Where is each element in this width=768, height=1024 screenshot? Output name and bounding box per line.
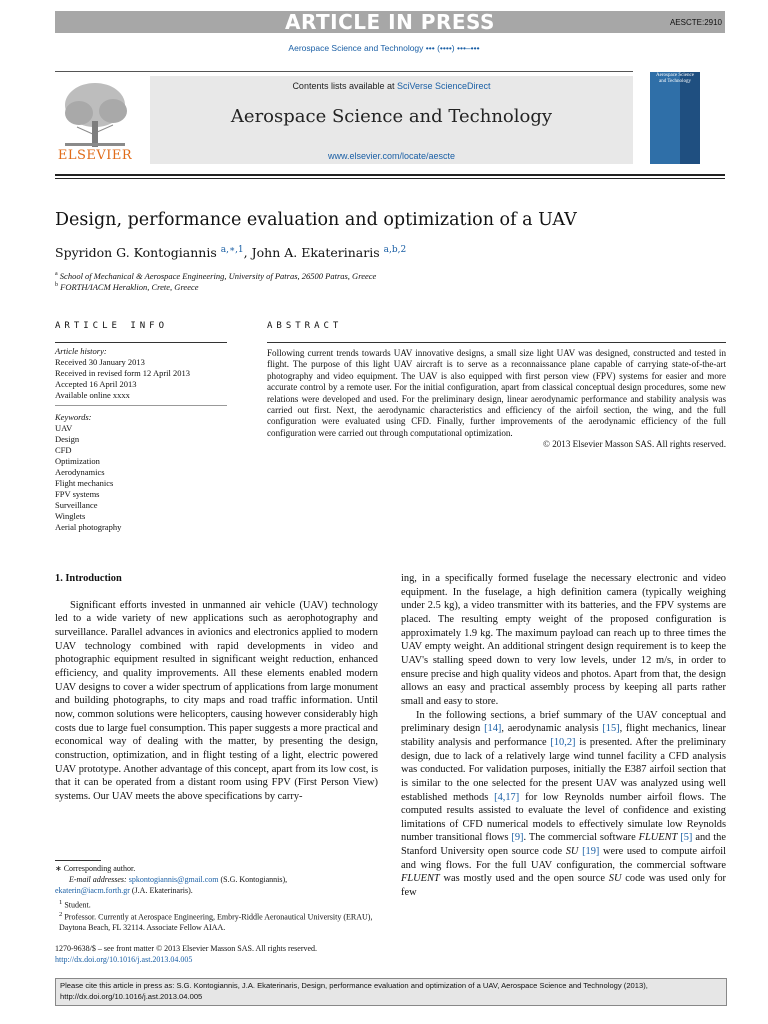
article-title: Design, performance evaluation and optimization of a UAV	[55, 210, 577, 230]
footnote-emails	[55, 875, 375, 886]
affiliation	[55, 271, 376, 281]
body-right-column	[401, 572, 726, 900]
paragraph-text: , aerodynamic analysis	[501, 723, 603, 735]
paragraph-text: were used to compute airfoil and wing flows. For the full UAV configuration, the commercial software	[401, 846, 726, 871]
author-name: John A. Ekaterinaris	[251, 245, 380, 261]
history-label: Article history:	[55, 346, 107, 356]
journal-cover-title: Aerospace Science and Technology	[656, 73, 694, 84]
intro-paragraph-continued: ing, in a specifically formed fuselage the necessary electronic and video equipment. In the fuselage, a high definition camera (typically weighing under 2.5 kg), a video transmitter with its batteries, and the FPV systems are placed. The resulting empty weight of the proposed configuration is approximately 1.9 kg. The maximum payload can reach up to three times the UAV empty weight. An additional stringent design requirement is to keep the UAV's stalling speed down to very low levels, under 12 m/s, in order to ensure precise and high quality videos and photos. Apart from that, the design allows an easy and practical assembly process by keeping all parts rather small and easy to store.	[401, 573, 726, 707]
affiliation-text: FORTH/IACM Heraklion, Crete, Greece	[60, 282, 199, 292]
author-line	[55, 245, 406, 260]
affiliation	[55, 282, 199, 292]
author-name: Spyridon G. Kontogiannis	[55, 245, 217, 261]
citation-link[interactable]: [9]	[511, 832, 524, 844]
section-heading: 1. Introduction	[55, 573, 122, 584]
citation-link[interactable]: [10,2]	[550, 736, 576, 748]
article-history	[55, 346, 190, 401]
keyword: CFD	[55, 445, 72, 455]
paragraph-text: . The commercial software	[523, 832, 639, 844]
abstract-text: Following current trends towards UAV innovative designs, a small size light UAV was designed, constructed and tested in flight. The purpose of this light UAV aircraft is to serve as a reconnaissance plane capable of carrying state-of-the-art photography and video equipment. The UAV is also equipped with first person view (FPV) systems for easier and more accurate control by a remote user. For the initial configuration, apart from classical conceptual design procedures, some new relations were developed and used. For the preliminary design, linear aerodynamic performance and stability analysis was carried out first. Next, the aerodynamic characteristics and efficiency of the airfoil section, the wing, and the full configuration were evaluated using CFD. Finally, further improvements of the aerodynamic efficiency of the full configuration were carried out through computational optimization.	[267, 348, 726, 438]
paragraph-text: code was used only for few	[401, 873, 726, 899]
intro-paragraph	[401, 709, 726, 900]
abstract-heading: ABSTRACT	[267, 321, 343, 331]
keyword: Aerial photography	[55, 522, 122, 532]
paragraph-text: , flight mechanics, linear stability analysis and performance	[401, 723, 726, 748]
keywords-rule	[55, 405, 227, 406]
header-bottom-rule	[55, 174, 725, 176]
paragraph-text: and the Stanford University open source code	[401, 832, 726, 858]
journal-reference[interactable]: Aerospace Science and Technology ••• (••••) •••–•••	[288, 43, 480, 53]
spacer	[55, 586, 378, 599]
email-link[interactable]: ekaterin@iacm.forth.gr	[55, 886, 130, 895]
software-name: SU	[608, 873, 622, 885]
article-code: AESCTE:2910	[669, 18, 722, 27]
journal-title: Aerospace Science and Technology	[230, 106, 553, 127]
header-bottom-rule-thin	[55, 178, 725, 179]
abstract-copyright: © 2013 Elsevier Masson SAS. All rights reserved.	[543, 439, 726, 450]
author-affiliation-mark[interactable]: a,∗,1	[220, 245, 244, 255]
affiliation-mark: a	[55, 271, 58, 278]
keyword: Flight mechanics	[55, 478, 114, 488]
history-item: Available online xxxx	[55, 390, 130, 400]
affiliation-text: School of Mechanical & Aerospace Engineering, University of Patras, 26500 Patras, Greece	[59, 271, 377, 281]
footnote-corresponding	[55, 864, 375, 875]
email-label: E-mail addresses:	[69, 875, 127, 884]
footnote-2	[55, 910, 375, 934]
footnote-mark: ∗	[55, 864, 62, 873]
body-left-column	[55, 572, 378, 804]
journal-url-link[interactable]: www.elsevier.com/locate/aescte	[327, 151, 456, 161]
citation-link[interactable]: [14]	[484, 723, 502, 735]
paragraph-text: for low Reynolds number airfoil flows. The computed results assisted to evaluate the level of confidence and existing limitations of CFD numerical models to effectively simulate low Reynolds number transitional flows	[401, 791, 726, 844]
keyword: Winglets	[55, 511, 86, 521]
affiliation-mark: b	[55, 282, 58, 289]
citation-link[interactable]: [15]	[602, 723, 620, 735]
footnote-text: Student.	[64, 900, 91, 910]
article-info-rule	[55, 342, 227, 343]
citation-link[interactable]: [19]	[582, 846, 600, 858]
front-matter	[55, 944, 385, 965]
keyword: Surveillance	[55, 500, 98, 510]
history-item: Accepted 16 April 2013	[55, 379, 137, 389]
keywords-label: Keywords:	[55, 412, 92, 422]
article-info-heading: ARTICLE INFO	[55, 321, 169, 331]
keyword: Optimization	[55, 456, 100, 466]
issn-line: 1270-9638/$ – see front matter © 2013 Elsevier Masson SAS. All rights reserved.	[55, 944, 318, 953]
sciencedirect-link[interactable]: SciVerse ScienceDirect	[397, 81, 491, 91]
software-name: FLUENT	[638, 832, 678, 844]
keyword: UAV	[55, 423, 73, 433]
contents-line	[150, 81, 633, 91]
citation-link[interactable]: [5]	[680, 832, 693, 844]
publisher-wordmark: ELSEVIER	[57, 148, 133, 163]
email-owner: (J.A. Ekaterinaris).	[131, 886, 193, 895]
paragraph-text: was mostly used and the open source	[439, 873, 609, 885]
journal-cover-band	[680, 72, 700, 164]
paragraph-text: is presented. After the preliminary design, due to lack of a relatively large wind tunnel facility a CFD analysis was conducted. For validation purposes, initially the E387 airfoil section that is similar to the one selected for the present UAV was analyzed using well established methods	[401, 736, 726, 803]
footnote-text: Professor. Currently at Aerospace Engineering, Embry-Riddle Aeronautical University (ERAU), Daytona Beach, FL 32114. Associate Fellow AIAA.	[59, 912, 373, 933]
author-separator: ,	[243, 245, 252, 261]
software-name: FLUENT	[401, 873, 440, 885]
citation-link[interactable]: [4,17]	[494, 791, 520, 803]
contents-prefix: Contents lists available at	[292, 81, 397, 91]
abstract-body	[267, 348, 726, 451]
footnote-mark: 1	[59, 899, 63, 906]
paragraph-text: In the following sections, a brief summary of the UAV conceptual and preliminary design	[401, 709, 726, 735]
keywords-list	[55, 412, 121, 533]
footnote-mark: 2	[59, 911, 63, 918]
footnote-emails-continued	[55, 886, 375, 897]
doi-link[interactable]: http://dx.doi.org/10.1016/j.ast.2013.04.005	[55, 954, 193, 964]
header-top-rule	[55, 71, 633, 72]
history-item: Received 30 January 2013	[55, 357, 145, 367]
software-name: SU	[565, 846, 579, 858]
article-in-press-banner	[55, 11, 725, 33]
history-item: Received in revised form 12 April 2013	[55, 368, 191, 378]
email-owner: (S.G. Kontogiannis),	[220, 875, 288, 884]
article-in-press-label: ARTICLE IN PRESS	[285, 10, 495, 34]
keyword: Aerodynamics	[55, 467, 105, 477]
citation-notice-text: Please cite this article in press as: S.G. Kontogiannis, J.A. Ekaterinaris, Design, performance evaluation and optimization of a UAV, Aerospace Science and Technology (2013), http://dx.doi.org/10.1016/j.ast.2013.04.005	[60, 981, 648, 1001]
email-link[interactable]: spkontogiannis@gmail.com	[128, 875, 219, 884]
footnote-rule	[55, 860, 101, 861]
keyword: FPV systems	[55, 489, 100, 499]
intro-paragraph: Significant efforts invested in unmanned air vehicle (UAV) technology led to a wide variety of new applications such as aerophotography and surveillance. Parallel advances in avionics and electronics applied to modern UAV technology combined with rapid developments in video and photographic equipment resulted in significant weight reduction, enhanced efficiency, and quality improvements. All these elements enabled modern UAV designs to cover a wider spectrum of applications from large monument and building photographs, to city maps and road traffic information. Until now, common solutions were helicopters, causing however considerably high costs due to large fuel consumption. This paper suggests a more practical and economical way of dealing with the matter, by presenting the design, construction, optimization, and in flight testing of a light, electric powered UAV prototype. Another advantage of this concept, apart from its low cost, is that it can be operated from a distant room using FPV (First Person View) systems. Our UAV meets the above specifications by carry-	[55, 599, 378, 802]
author-affiliation-mark[interactable]: a,b,2	[383, 245, 407, 255]
keyword: Design	[55, 434, 80, 444]
abstract-rule	[267, 342, 726, 343]
footnote-text: Corresponding author.	[63, 864, 136, 873]
